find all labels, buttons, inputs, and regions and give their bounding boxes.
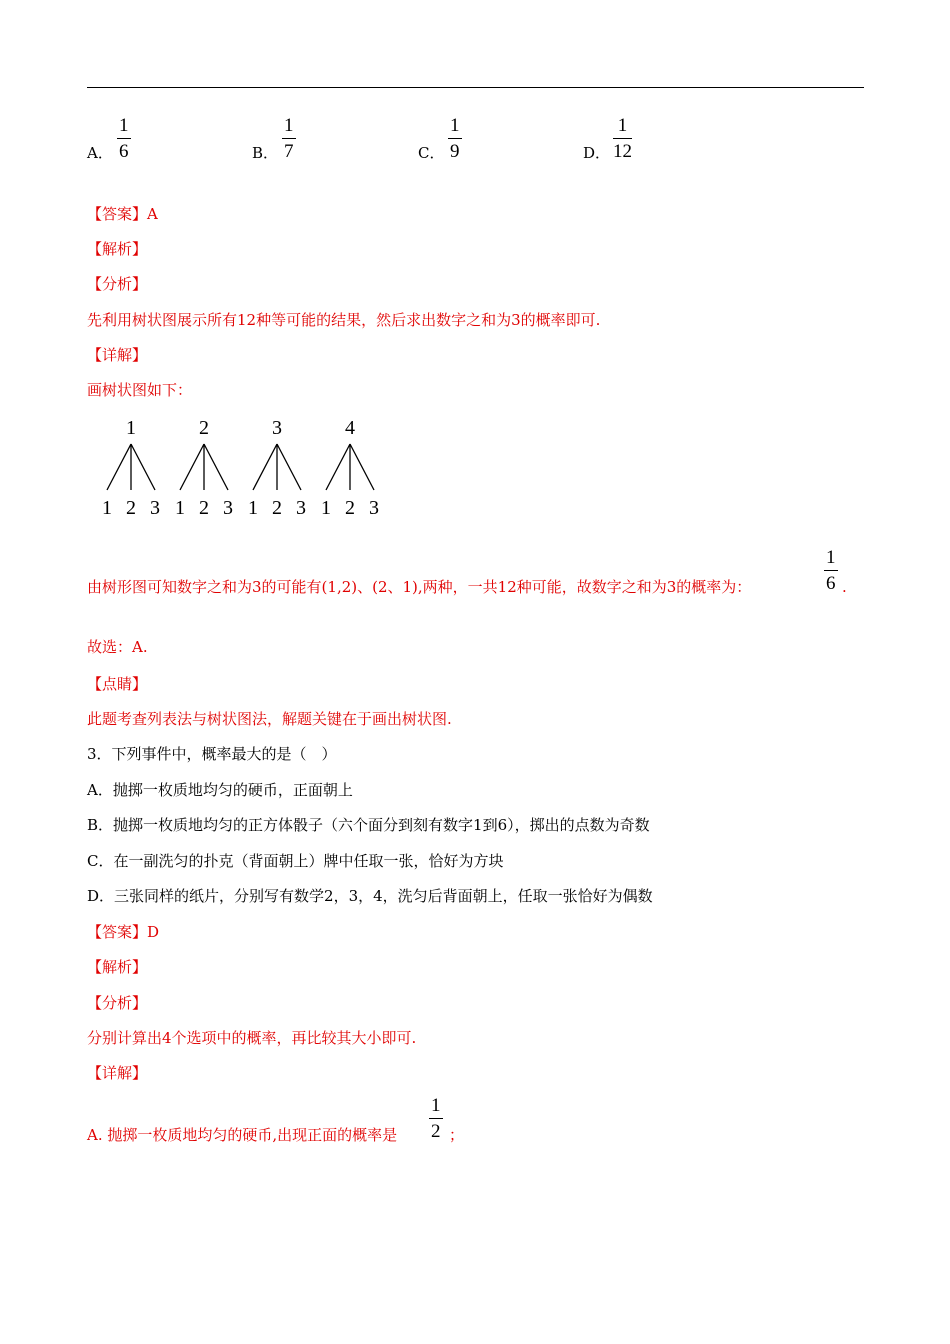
- option-fraction: 1 6: [119, 115, 129, 162]
- tree-leaf-label: 3: [150, 497, 160, 519]
- option-fraction: 1 12: [613, 115, 632, 162]
- q2-fenxi-heading: 【分析】: [87, 275, 148, 293]
- q3-detail-a-fraction: 1 2: [431, 1095, 441, 1142]
- q2-conclusion: [87, 577, 751, 597]
- option-label: C．: [418, 144, 445, 162]
- tree-branch: [253, 444, 277, 490]
- tree-branch: [326, 444, 350, 490]
- q3-stem: 3．下列事件中，概率最大的是（ ）: [87, 745, 337, 763]
- option-label: D．: [583, 144, 611, 162]
- tree-leaf-label: 2: [272, 497, 282, 519]
- q2-tree-intro: 画树状图如下：: [87, 381, 193, 399]
- tree-diagram: [90, 412, 390, 527]
- q3-fenxi-text: 分别计算出4个选项中的概率，再比较其大小即可.: [87, 1029, 417, 1047]
- tree-leaf-label: 3: [369, 497, 379, 519]
- tree-leaf-label: 2: [199, 497, 209, 519]
- q2-xiangjie-heading: 【详解】: [87, 346, 148, 364]
- header-rule: [87, 87, 864, 88]
- tree-root-label: 4: [345, 417, 355, 439]
- tree-leaf-label: 1: [321, 497, 331, 519]
- option-label: A．: [87, 144, 113, 162]
- tree-leaf-label: 1: [102, 497, 112, 519]
- tree-leaf-label: 1: [248, 497, 258, 519]
- q2-fenxi-text: 先利用树状图展示所有12种等可能的结果，然后求出数字之和为3的概率即可.: [87, 311, 601, 329]
- tree-branch: [180, 444, 204, 490]
- q2-conclusion-text: 由树形图可知数字之和为3的可能有(1,2)、(2、1),两种，一共12种可能，故数字之和为3的概率为：: [87, 578, 752, 596]
- option-fraction: 1 7: [284, 115, 294, 162]
- tree-leaf-label: 3: [296, 497, 306, 519]
- tree-leaf-label: 2: [345, 497, 355, 519]
- tree-root-label: 3: [272, 417, 282, 439]
- q2-jiexi-heading: 【解析】: [87, 240, 148, 258]
- q3-detail-a: A. 抛掷一枚质地均匀的硬币,出现正面的概率是: [87, 1126, 398, 1144]
- q3-option-d: D．三张同样的纸片，分别写有数学2，3，4，洗匀后背面朝上，任取一张恰好为偶数: [87, 887, 653, 905]
- q3-jiexi-heading: 【解析】: [87, 958, 148, 976]
- tree-root-label: 2: [199, 417, 209, 439]
- tree-branch: [131, 444, 155, 490]
- tree-branch: [350, 444, 374, 490]
- tree-leaf-label: 2: [126, 497, 136, 519]
- tree-leaf-label: 1: [175, 497, 185, 519]
- q2-answer: 【答案】A: [87, 205, 158, 223]
- q3-fenxi-heading: 【分析】: [87, 994, 148, 1012]
- tree-branch: [277, 444, 301, 490]
- q2-conclusion-end: .: [842, 578, 847, 596]
- q3-detail-a-end: ；: [449, 1126, 465, 1144]
- tree-branch: [107, 444, 131, 490]
- q2-choice: 故选：A.: [87, 638, 148, 656]
- option-fraction: 1 9: [450, 115, 460, 162]
- tree-root-label: 1: [126, 417, 136, 439]
- q3-xiangjie-heading: 【详解】: [87, 1064, 148, 1082]
- q2-dianjing-heading: 【点睛】: [87, 675, 148, 693]
- q3-option-b: B．抛掷一枚质地均匀的正方体骰子（六个面分到刻有数字1到6），掷出的点数为奇数: [87, 816, 650, 834]
- option-label: B．: [252, 144, 279, 162]
- q3-answer: 【答案】D: [87, 923, 160, 941]
- q3-option-c: C．在一副洗匀的扑克（背面朝上）牌中任取一张，恰好为方块: [87, 852, 504, 870]
- tree-leaf-label: 3: [223, 497, 233, 519]
- tree-branch: [204, 444, 228, 490]
- q3-option-a: A．抛掷一枚质地均匀的硬币，正面朝上: [87, 781, 353, 799]
- q2-conclusion-fraction: 1 6: [826, 547, 836, 594]
- q2-dianjing-text: 此题考查列表法与树状图法，解题关键在于画出树状图.: [87, 710, 452, 728]
